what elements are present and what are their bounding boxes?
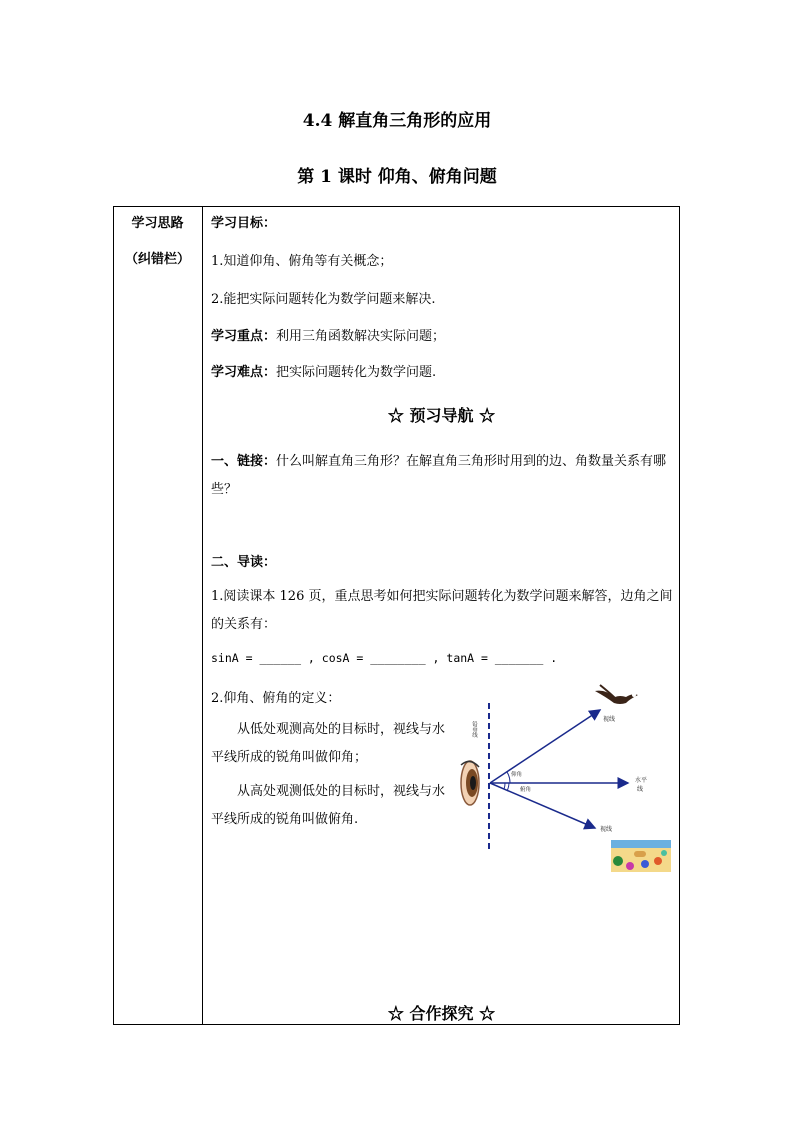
elevation-arc bbox=[507, 772, 510, 783]
sight-label-top: 视线 bbox=[603, 716, 616, 723]
depression-arc-2 bbox=[507, 783, 509, 791]
definition-depression: 从高处观测低处的目标时，视线与水平线所成的锐角叫做俯角. bbox=[211, 784, 446, 827]
horizontal-label-1: 水平 bbox=[635, 777, 648, 784]
link-label: 一、链接： bbox=[211, 454, 277, 469]
link-text: 什么叫解直角三角形？在解直角三角形时用到的边、角数量关系有哪些？ bbox=[211, 454, 667, 497]
sight-line-up bbox=[490, 710, 600, 783]
key-point-text: 利用三角函数解决实际问题； bbox=[276, 329, 446, 344]
cooperate-heading: ☆ 合作探究 ☆ bbox=[387, 1004, 496, 1023]
page-subtitle: 第 1 课时 仰角、俯角问题 bbox=[297, 167, 497, 187]
angle-diagram bbox=[450, 683, 680, 873]
guide-label: 二、导读： bbox=[211, 555, 277, 570]
guide-item-2: 2.仰角、俯角的定义： bbox=[211, 691, 341, 706]
eagle-icon bbox=[595, 685, 638, 704]
sidebar-subheading: （纠错栏） bbox=[124, 252, 190, 267]
depression-label: 俯角 bbox=[520, 787, 532, 793]
column-divider bbox=[202, 206, 203, 1025]
definition-elevation: 从低处观测高处的目标时，视线与水平线所成的锐角叫做仰角； bbox=[211, 722, 446, 765]
plumb-label: 铅垂线 bbox=[471, 721, 477, 738]
sight-label-bottom: 视线 bbox=[600, 826, 613, 833]
goal-item-2: 2.能把实际问题转化为数学问题来解决. bbox=[211, 292, 436, 307]
elevation-label: 仰角 bbox=[511, 772, 523, 778]
sidebar-heading: 学习思路 bbox=[131, 216, 184, 231]
trig-formulas: sinA = ______ , cosA = ________ , tanA = _______ . bbox=[211, 651, 558, 665]
goal-item-1: 1.知道仰角、俯角等有关概念； bbox=[211, 254, 393, 269]
depression-arc-1 bbox=[504, 783, 505, 789]
eye-icon bbox=[461, 761, 479, 805]
difficulty bbox=[211, 361, 436, 380]
preview-heading: ☆ 预习导航 ☆ bbox=[387, 406, 496, 425]
goals-label: 学习目标： bbox=[211, 216, 277, 231]
page-title: 4.4 解直角三角形的应用 bbox=[302, 111, 492, 131]
key-point bbox=[211, 325, 445, 344]
difficulty-text: 把实际问题转化为数学问题. bbox=[276, 365, 437, 380]
link-paragraph bbox=[211, 448, 676, 504]
key-point-label: 学习重点： bbox=[211, 329, 277, 344]
difficulty-label: 学习难点： bbox=[211, 365, 277, 380]
scene-image bbox=[611, 840, 671, 872]
sight-line-down bbox=[490, 783, 595, 828]
horizontal-label-2: 线 bbox=[637, 786, 644, 793]
guide-item-1: 1.阅读课本 126 页，重点思考如何把实际问题转化为数学问题来解答，边角之间的关系有： bbox=[211, 589, 673, 632]
